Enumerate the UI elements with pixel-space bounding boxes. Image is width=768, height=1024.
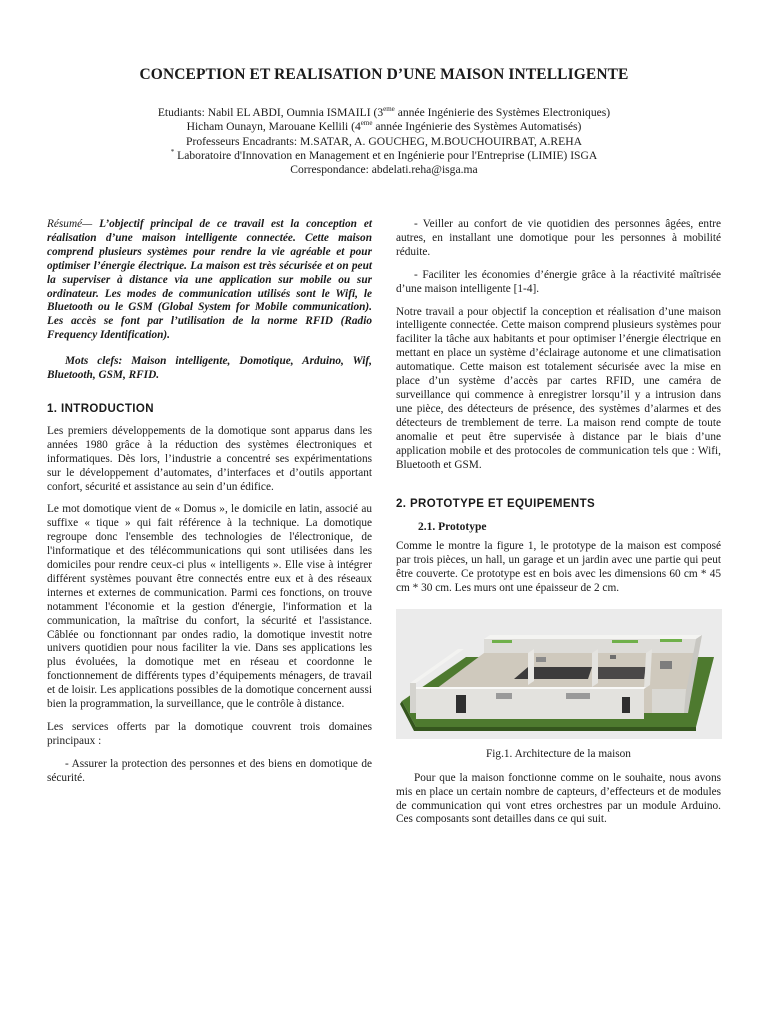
paragraph: Notre travail a pour objectif la conception et réalisation d’une maison intelligente connectée. Cette maison comprend plusieurs systèmes pour faciliter la tâche aux habitants et pour optimiser l’énergie électrique en mettant en place un système d’éclairage autonome et une climatisation automatique. Cette maison est totalement sécurisée avec la mise en place d’un système d’accès par cartes RFID, une caméra de surveillance qui commence à enregistrer lorsqu’il y a intrusion dans une pièce, des détecteurs de présence, des systèmes d’alarmes et des détecteurs de tremblement de terre. La maison rend compte de toute anomalie et peut être supervisée à distance par le biais d’une application mobile et des protocoles de communication tels que : Wifi, Bluetooth et GSM. xyxy=(396,305,721,471)
section-heading-prototype: 2. PROTOTYPE ET EQUIPEMENTS xyxy=(396,498,596,511)
list-item: - Veiller au confort de vie quotidien des personnes âgées, entre autres, en installant une domotique pour les personnes à mobilité réduite. xyxy=(396,218,721,258)
author-line-text: Hicham Ounayn, Marouane Kellili (4 xyxy=(186,120,361,134)
right-column xyxy=(396,218,721,827)
paragraph: Pour que la maison fonctionne comme on le souhaite, nous avons mis en place un certain nombre de capteurs, d’effecteurs et de modules de communication qui vont etres orchestres par un module Arduino. Ces composants sont detailles dans ce qui suit. xyxy=(396,771,721,826)
keywords: Mots clefs: Maison intelligente, Domotique, Arduino, Wif, Bluetooth, GSM, RFID. xyxy=(47,355,372,382)
author-line-text: année Ingénierie des Systèmes Automatisés) xyxy=(372,120,582,134)
house-illustration xyxy=(396,609,722,739)
author-line-correspondence: Correspondance: abdelati.reha@isga.ma xyxy=(290,163,478,177)
author-line-lab xyxy=(40,149,728,163)
superscript: eme xyxy=(383,105,395,113)
paper-title: CONCEPTION ET REALISATION D’UNE MAISON INTELLIGENTE xyxy=(139,66,629,83)
subsection-heading: 2.1. Prototype xyxy=(418,521,487,534)
paragraph: Les services offerts par la domotique couvrent trois domaines principaux : xyxy=(47,721,372,747)
paragraph: Les premiers développements de la domotique sont apparus dans les années 1980 grâce à la réduction des systèmes électroniques et informatiques. Dès lors, l’industrie a concentré ses expérimentations sur le développement d’automates, d’interfaces et d’outils apportant confort, sécurité et assistance au sein d’un édifice. xyxy=(47,424,372,493)
author-block xyxy=(40,106,728,177)
author-line-text: Laboratoire d'Innovation en Management et en Ingénierie pour l'Entreprise (LIMIE) ISGA xyxy=(174,148,598,162)
section-heading-introduction: 1. INTRODUCTION xyxy=(47,402,154,415)
abstract-text: L’objectif principal de ce travail est la conception et réalisation d’une maison intelligente connectée. Cette maison comprend plusieurs systèmes pour rendre la vie agréable et pour optimiser l’énergie électrique. La maison est très sécurisée et on peut la superviser à distance via une application sur mobile ou sur ordinateur. Les modes de communication utilisés sont le Wifi, le Bluetooth ou le GSM (Global System for Mobile communication). Les accès se font par l’utilisation de la norme RFID (Radio Frequency Identification). xyxy=(47,218,372,342)
paragraph: Comme le montre la figure 1, le prototype de la maison est composé par trois pièces, un hall, un garage et un jardin avec une partie qui peut être couverte. Ce prototype est en bois avec les dimensions 60 cm * 45 cm * 30 cm. Les murs ont une épaisseur de 2 cm. xyxy=(396,540,721,594)
author-line-students-2 xyxy=(40,120,728,134)
left-column xyxy=(47,218,372,786)
abstract xyxy=(47,218,372,343)
list-item: - Faciliter les économies d’énergie grâce à la réactivité maîtrisée d’une maison intelligente [1-4]. xyxy=(396,268,721,295)
author-line-text: année Ingénierie des Systèmes Electroniques) xyxy=(394,106,611,119)
paragraph: Le mot domotique vient de « Domus », le domicile en latin, associé au suffixe « tique » qui fait référence à la technique. La domotique regroupe donc l'ensemble des technologies de l'électronique, de l'informatique et des télécommunications qui sont utilisées dans les domiciles pour rendre ceux-ci plus « intelligents ». Elle vise à intégrer différent systèmes pouvant être connectés entre eux et à des réseaux internes et externes de communication. Parmi ces fonctions, on trouve notamment l'économie et la gestion d'énergie, l'information et la communication, la maîtrise du confort, la sécurité et l'assistance. Câblée ou fonctionnant par ondes radio, la domotique investit notre univers quotidien pour nous faciliter la vie. Dans ses applications les plus évoluées, la domotique met en réseau et coordonne le fonctionnement de différents types d’équipements ménagers, de travail et de loisir. Les applications possibles de la domotique concernent aussi bien la programmation, la surveillance, que le contrôle à distance. xyxy=(47,503,372,711)
figure-house-render xyxy=(396,609,722,739)
list-item: - Assurer la protection des personnes et des biens en domotique de sécurité. xyxy=(47,757,372,784)
figure-caption: Fig.1. Architecture de la maison xyxy=(486,747,631,760)
abstract-label: Résumé— xyxy=(47,218,93,230)
author-line-professors: Professeurs Encadrants: M.SATAR, A. GOUCHEG, M.BOUCHOUIRBAT, A.REHA xyxy=(186,134,582,148)
superscript: eme xyxy=(360,119,373,128)
superscript: * xyxy=(170,147,175,156)
author-line-students xyxy=(40,106,728,120)
author-line-text: Etudiants: Nabil EL ABDI, Oumnia ISMAILI (3 xyxy=(157,106,384,119)
